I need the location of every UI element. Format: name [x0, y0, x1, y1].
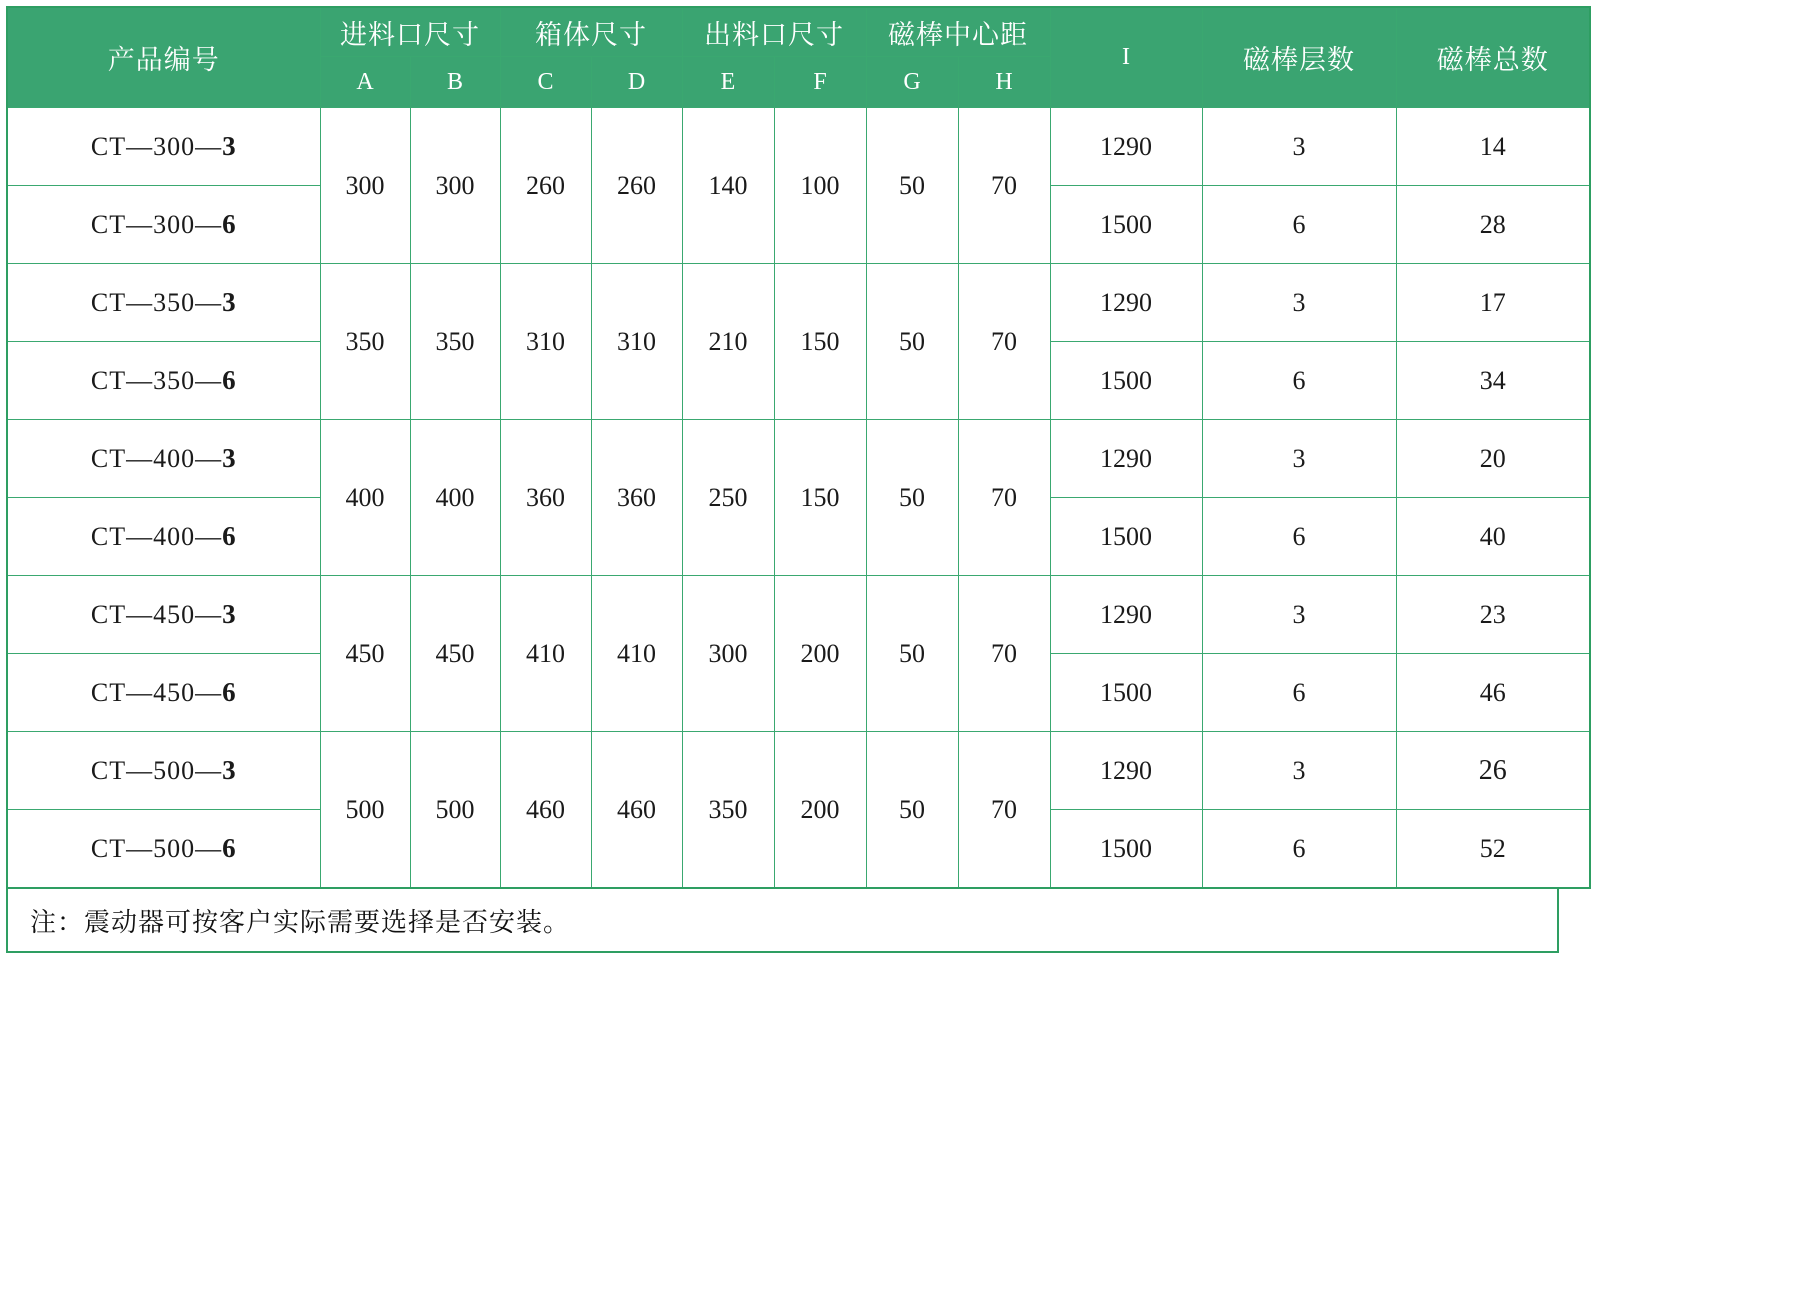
- product-no-prefix: CT—400—: [90, 444, 223, 473]
- cell-dim-b: 450: [410, 576, 500, 732]
- table-header: [7, 7, 1590, 108]
- cell-dim-a: 400: [320, 420, 410, 576]
- cell-rod-layers: 6: [1202, 342, 1396, 420]
- product-no-suffix: 3: [222, 755, 237, 785]
- cell-rod-layers: 3: [1202, 108, 1396, 186]
- cell-rod-total: 52: [1396, 810, 1590, 889]
- header-rod-total: 磁棒总数: [1396, 7, 1590, 108]
- cell-dim-h: 70: [958, 576, 1050, 732]
- cell-dim-e: 210: [682, 264, 774, 420]
- table-row: [7, 108, 1590, 186]
- cell-dim-a: 500: [320, 732, 410, 889]
- header-col-g: G: [866, 57, 958, 108]
- cell-i: 1290: [1050, 264, 1202, 342]
- cell-i: 1500: [1050, 186, 1202, 264]
- cell-rod-layers: 3: [1202, 576, 1396, 654]
- cell-dim-c: 360: [500, 420, 591, 576]
- cell-dim-f: 200: [774, 732, 866, 889]
- cell-i: 1500: [1050, 654, 1202, 732]
- cell-i: 1500: [1050, 342, 1202, 420]
- cell-dim-d: 260: [591, 108, 682, 264]
- cell-rod-total: 23: [1396, 576, 1590, 654]
- cell-dim-e: 350: [682, 732, 774, 889]
- header-group-rod-spacing: 磁棒中心距: [866, 7, 1050, 57]
- header-group-inlet: 进料口尺寸: [320, 7, 500, 57]
- header-col-a: A: [320, 57, 410, 108]
- cell-rod-layers: 3: [1202, 732, 1396, 810]
- cell-rod-total: 17: [1396, 264, 1590, 342]
- product-no-suffix: 3: [222, 599, 237, 629]
- cell-rod-total: 14: [1396, 108, 1590, 186]
- cell-dim-d: 460: [591, 732, 682, 889]
- cell-dim-g: 50: [866, 576, 958, 732]
- product-no-suffix: 6: [222, 365, 237, 395]
- cell-product-no: [7, 810, 320, 889]
- cell-dim-c: 410: [500, 576, 591, 732]
- cell-dim-f: 150: [774, 264, 866, 420]
- product-no-suffix: 3: [222, 131, 237, 161]
- cell-rod-layers: 6: [1202, 498, 1396, 576]
- cell-product-no: [7, 264, 320, 342]
- product-no-prefix: CT—300—: [90, 132, 223, 161]
- header-i: I: [1050, 7, 1202, 108]
- cell-dim-b: 500: [410, 732, 500, 889]
- cell-dim-a: 300: [320, 108, 410, 264]
- product-no-suffix: 3: [222, 287, 237, 317]
- table-row: [7, 264, 1590, 342]
- table-row: [7, 576, 1590, 654]
- product-no-prefix: CT—450—: [90, 600, 223, 629]
- cell-product-no: [7, 732, 320, 810]
- cell-product-no: [7, 342, 320, 420]
- cell-dim-h: 70: [958, 420, 1050, 576]
- product-no-suffix: 6: [222, 677, 237, 707]
- cell-dim-g: 50: [866, 420, 958, 576]
- header-col-b: B: [410, 57, 500, 108]
- cell-i: 1500: [1050, 810, 1202, 889]
- cell-rod-layers: 6: [1202, 654, 1396, 732]
- product-no-prefix: CT—500—: [90, 834, 223, 863]
- specification-table: [6, 6, 1591, 889]
- product-no-prefix: CT—350—: [90, 288, 223, 317]
- product-no-suffix: 6: [222, 209, 237, 239]
- product-no-prefix: CT—300—: [90, 210, 223, 239]
- cell-dim-h: 70: [958, 732, 1050, 889]
- product-no-prefix: CT—450—: [90, 678, 223, 707]
- header-row-groups: [7, 7, 1590, 57]
- cell-rod-total: 28: [1396, 186, 1590, 264]
- cell-dim-d: 360: [591, 420, 682, 576]
- table-row: [7, 420, 1590, 498]
- cell-rod-layers: 3: [1202, 420, 1396, 498]
- cell-dim-a: 350: [320, 264, 410, 420]
- cell-dim-c: 310: [500, 264, 591, 420]
- cell-i: 1500: [1050, 498, 1202, 576]
- cell-dim-f: 100: [774, 108, 866, 264]
- product-no-prefix: CT—350—: [90, 366, 223, 395]
- cell-rod-total: 40: [1396, 498, 1590, 576]
- header-col-h: H: [958, 57, 1050, 108]
- cell-dim-e: 140: [682, 108, 774, 264]
- header-col-f: F: [774, 57, 866, 108]
- cell-dim-g: 50: [866, 264, 958, 420]
- cell-dim-e: 300: [682, 576, 774, 732]
- cell-rod-layers: 3: [1202, 264, 1396, 342]
- header-group-outlet: 出料口尺寸: [682, 7, 866, 57]
- cell-dim-d: 410: [591, 576, 682, 732]
- cell-rod-layers: 6: [1202, 186, 1396, 264]
- cell-product-no: [7, 498, 320, 576]
- header-col-d: D: [591, 57, 682, 108]
- product-no-suffix: 6: [222, 833, 237, 863]
- cell-dim-h: 70: [958, 108, 1050, 264]
- product-no-suffix: 3: [222, 443, 237, 473]
- cell-i: 1290: [1050, 420, 1202, 498]
- cell-product-no: [7, 108, 320, 186]
- cell-product-no: [7, 420, 320, 498]
- cell-dim-g: 50: [866, 732, 958, 889]
- header-group-body: 箱体尺寸: [500, 7, 682, 57]
- cell-dim-d: 310: [591, 264, 682, 420]
- cell-product-no: [7, 654, 320, 732]
- cell-dim-g: 50: [866, 108, 958, 264]
- cell-rod-total: 34: [1396, 342, 1590, 420]
- product-no-prefix: CT—500—: [90, 756, 223, 785]
- cell-dim-c: 260: [500, 108, 591, 264]
- header-rod-layers: 磁棒层数: [1202, 7, 1396, 108]
- product-no-suffix: 6: [222, 521, 237, 551]
- cell-rod-total: 26: [1396, 732, 1590, 810]
- cell-dim-b: 300: [410, 108, 500, 264]
- cell-rod-total: 46: [1396, 654, 1590, 732]
- cell-i: 1290: [1050, 108, 1202, 186]
- table-note: 注：震动器可按客户实际需要选择是否安装。: [6, 889, 1559, 953]
- table-row: [7, 732, 1590, 810]
- cell-dim-b: 400: [410, 420, 500, 576]
- cell-dim-b: 350: [410, 264, 500, 420]
- header-col-e: E: [682, 57, 774, 108]
- cell-dim-a: 450: [320, 576, 410, 732]
- cell-product-no: [7, 576, 320, 654]
- header-col-c: C: [500, 57, 591, 108]
- cell-i: 1290: [1050, 732, 1202, 810]
- cell-dim-f: 200: [774, 576, 866, 732]
- cell-i: 1290: [1050, 576, 1202, 654]
- product-no-prefix: CT—400—: [90, 522, 223, 551]
- cell-dim-h: 70: [958, 264, 1050, 420]
- cell-dim-f: 150: [774, 420, 866, 576]
- cell-dim-e: 250: [682, 420, 774, 576]
- cell-rod-total: 20: [1396, 420, 1590, 498]
- cell-product-no: [7, 186, 320, 264]
- cell-dim-c: 460: [500, 732, 591, 889]
- header-product-no: 产品编号: [7, 7, 320, 108]
- table-body: [7, 108, 1590, 889]
- cell-rod-layers: 6: [1202, 810, 1396, 889]
